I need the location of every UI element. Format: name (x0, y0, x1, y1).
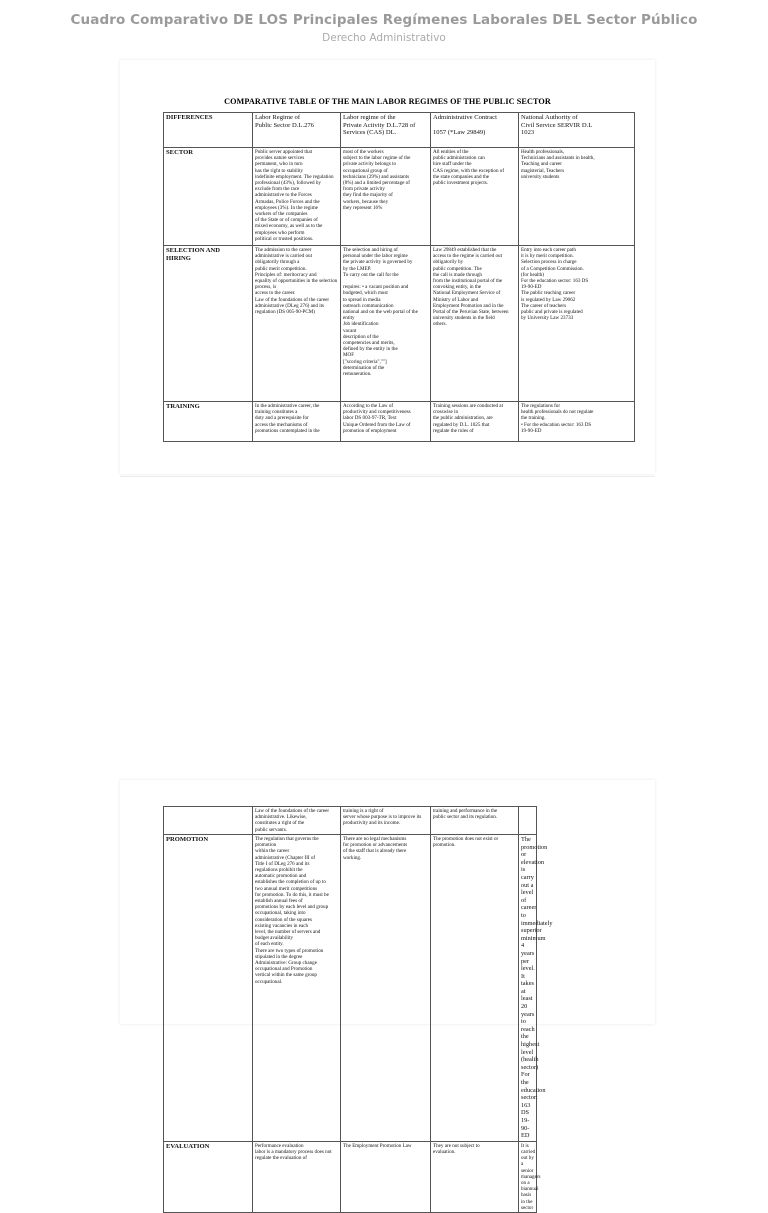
table-cell: In the administrative career, the training constitutes a duty and a prerequisite for access the mechanisms of promotions contemplated in the (253, 402, 341, 442)
table-row (164, 807, 537, 835)
document-title: Cuadro Comparativo DE LOS Principales Regímenes Laborales DEL Sector Público (70, 12, 698, 28)
table-cell: most of the workers subject to the labor regime of the private activity belongs to occupational group of technicians (29%) and assistants (8%) and a limited percentage of from private activity they find the majority of workers, because they they represent 16% (341, 148, 431, 246)
table-cell: Law 29849 established that the access to the regime is carried out obligatorily by public competition. The the call is made through from the institutional portal of the convoking entity, in the National Employment Service of Ministry of Labor and Employment Promotion and in the Portal of the Peruvian State, between university students in the field others. (431, 246, 519, 402)
column-header-cas: Administrative Contract 1057 (*Law 29849) (431, 113, 519, 148)
table-title: COMPARATIVE TABLE OF THE MAIN LABOR REGIMES OF THE PUBLIC SECTOR (224, 97, 551, 106)
comparison-table (163, 112, 635, 442)
row-header-promotion: PROMOTION (164, 835, 253, 1142)
table-cell: Entry into each career path it is by merit competition. Selection process in charge of a Competition Commission. (for health) For the education sector: 163 DS 19-90-ED The public teaching career is regulated by Law 29062 The career of teachers public and private is regulated by University Law 23733 (519, 246, 635, 402)
row-header-empty (164, 807, 253, 835)
table-cell: The promotion does not exist or promotion. (431, 835, 519, 1142)
table-cell: The Employment Promotion Law (341, 1141, 431, 1212)
table-row (164, 148, 635, 246)
table-cell: Law of the foundations of the career administrative. Likewise, constitutes a right of the public servants. (253, 807, 341, 835)
page-separator (120, 476, 655, 477)
table-header-row (164, 113, 635, 148)
table-cell: All entities of the public administration can hire staff under the CAS regime, with the exception of the state companies and the public investment projects. (431, 148, 519, 246)
table-cell: The admission to the career administrative is carried out obligatorily through a public merit competition. Principles of: meritocracy and equality of opportunities in the selection process, is access to the career. Law of the foundations of the career administrative (DLeg 276) and its regulation (DS 005-90-PCM) (253, 246, 341, 402)
row-header-sector: SECTOR (164, 148, 253, 246)
table-row (164, 246, 635, 402)
table-cell: Health professionals, Technicians and assistants in health, Teaching and career magisterial, Teachers university students (519, 148, 635, 246)
table-cell: They are not subject to evaluation. (431, 1141, 519, 1212)
table-row (164, 402, 635, 442)
table-cell: Public server appointed that provides nature services permanent, who in turn has the right to stability indefinite employment. The regulation professional (43%), followed by exclude from the race administrative to the Forces Armadas, Police Forces and the employees (3%). In the regime workers of the companies of the State or of companies of mixed economy, as well as to the employees who perform political or trusted positions. (253, 148, 341, 246)
table-cell: The regulations for health professionals do not regulate the training. • For the education sector: 163 DS 19-90-ED (519, 402, 635, 442)
table-cell: training and performance in the public sector and its regulation. (431, 807, 519, 835)
row-header-selection-hiring: SELECTION AND HIRING (164, 246, 253, 402)
row-header-training: TRAINING (164, 402, 253, 442)
column-header-dl276: Labor Regime of Public Sector D.L.276 (253, 113, 341, 148)
table-cell: The regulation that governs the promotion within the career administrative (Chapter III of Title I of DLeg 276 and its regulations prohibit the automatic promotion and establishes the completion of up to two annual merit competitions for promotion. To do this, it must be establish annual fees of promotions by each level and group occupational, taking into consideration of the squares existing vacancies in each level, the number of servers and budget availability of each entity. There are two types of promotion stipulated in the degree Administrative: Group change occupational and Promotion vertical within the same group occupational. (253, 835, 341, 1142)
row-header-evaluation: EVALUATION (164, 1141, 253, 1212)
table-cell: It is carried out by a senior managers on a biannual basis in the sector (519, 1141, 537, 1212)
column-header-servir: National Authority of Civil Service SERVIR D.L 1023 (519, 113, 635, 148)
table-cell: There are no legal mechanisms for promotion or advancements of the staff that is already there working. (341, 835, 431, 1142)
table-cell: training is a right of server whose purpose is to improve its productivity and its income. (341, 807, 431, 835)
document-header (0, 10, 768, 46)
table-cell: The selection and hiring of personal under the labor regime the private activity is governed by by the LMEP. To carry out the call for the requires: • a vacant position and budgeted, which must to spread in media outreach communication national and on the web portal of the entity Job identification vacant description of the competencies and merits, defined by the entity in the MOF ["scoring criteria",""] determination of the remuneration. (341, 246, 431, 402)
table-cell: Training sessions are conducted at crosswise in the public administration, are regulated by D.L. 1025 that regulate the rules of (431, 402, 519, 442)
page-2 (120, 780, 655, 1211)
table-cell (519, 835, 553, 1142)
table-cell: According to the Law of productivity and competitiveness labor DS 003-97-TR, Text Unique Ordered from the Law of promotion of employment (341, 402, 431, 442)
page-1 (120, 60, 655, 474)
table-row (164, 835, 537, 1142)
table-cell (519, 807, 537, 835)
table-row (164, 1141, 537, 1212)
table-cell: Performance evaluation labor is a mandatory process does not regulate the evaluation of (253, 1141, 341, 1212)
comparison-table-continued (163, 806, 553, 1213)
column-header-dl728: Labor regime of the Private Activity D.L.728 of Services (CAS) DL. (341, 113, 431, 148)
column-header-differences: DIFFERENCES (164, 113, 253, 148)
document-subtitle: Derecho Administrativo (322, 32, 446, 44)
promotion-servir-text: The promotion or elevation is carry out a level of career to immediately superior minimum 4 years per level. It takes at least 20 years to reach the highest level (health sector) For the education sector: 163 DS 19-90-ED (521, 836, 553, 1140)
